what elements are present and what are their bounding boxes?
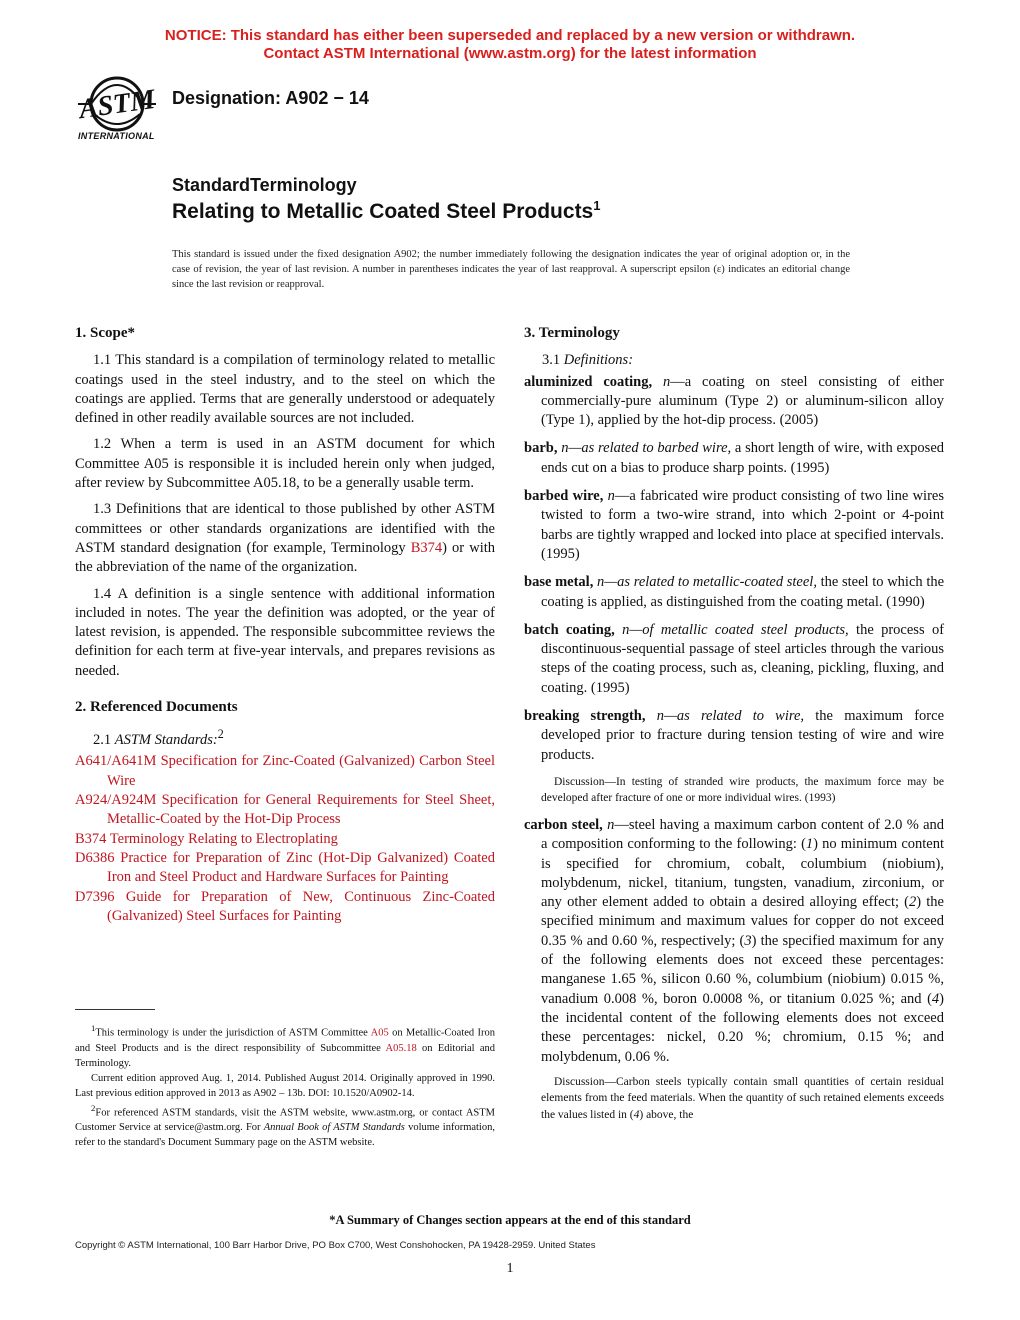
right-column <box>524 324 944 1132</box>
fn-mark: 2 <box>91 1102 96 1113</box>
subhead-number: 3.1 <box>542 352 564 369</box>
issue-note: This standard is issued under the fixed designation A902; the number immediately following the designation indicates the year of original adoption or, in the case of revision, the year of last revision. A number in parentheses indicates the year of last reapproval. A superscript epsilon (ε) indicates an editorial change since the last revision or reapproval. <box>172 249 850 290</box>
subhead-label: Definitions: <box>563 352 634 369</box>
page-number: 1 <box>506 1261 514 1276</box>
copyright: Copyright © ASTM International, 100 Barr Harbor Drive, PO Box C700, West Conshohocken, PA 19428-2959. United States <box>75 1240 596 1251</box>
a05-18-link[interactable]: A05.18 <box>385 1042 417 1054</box>
def-num: 1 <box>805 836 814 853</box>
scope-1-4: 1.4 A definition is a single sentence with additional information included in notes. The year the definition was adopted, or the year of latest revision, is appended. The responsible subcommittee reviews the definition for each term at five-year intervals, and prepares revisions as needed. <box>75 585 495 679</box>
scope-heading: 1. Scope* <box>75 325 135 341</box>
reference-item <box>75 791 495 830</box>
reference-title-link[interactable]: Terminology Relating to Electroplating <box>109 830 338 847</box>
left-column <box>75 324 495 926</box>
reference-title-link[interactable]: Specification for General Requirements for Steel Sheet, Metallic-Coated by the Hot-Dip Process <box>107 792 495 828</box>
term-qualifier: —of metallic coated steel products, <box>629 621 849 638</box>
term-entry <box>524 487 944 564</box>
reference-code-link[interactable]: D6386 <box>75 849 115 866</box>
title-text: Relating to Metallic Coated Steel Products <box>172 200 594 223</box>
term-definition: the steel to which the coating is applied, as distinguished from the coating metal. (1990) <box>541 574 945 610</box>
term-name: barb, <box>524 440 558 457</box>
term-pos: n <box>662 373 671 390</box>
term-name: barbed wire, <box>524 488 604 505</box>
summary-of-changes-note: *A Summary of Changes section appears at the end of this standard <box>329 1213 691 1227</box>
svg-text:ASTM: ASTM <box>77 83 157 126</box>
term-entry <box>524 373 944 431</box>
term-pos: n <box>656 708 664 725</box>
term-pos: n <box>561 440 569 457</box>
withdrawal-notice <box>0 27 1020 63</box>
referenced-heading: 2. Referenced Documents <box>75 699 238 716</box>
disc-num: 4 <box>633 1108 640 1121</box>
reference-code-link[interactable]: D7396 <box>75 888 115 905</box>
reference-code-link[interactable]: A641/A641M <box>75 753 157 770</box>
discussion-carbon-steel <box>524 1074 944 1124</box>
footnote-2 <box>75 1101 495 1151</box>
reference-code-link[interactable]: A924/A924M <box>75 792 157 809</box>
scope-1-3-text-a: 1.3 Definitions that are identical to those published by other ASTM committees or other standards organizations are identified with the ASTM standard designation (for example, Terminology <box>75 501 495 556</box>
subhead-number: 2.1 <box>93 732 115 749</box>
term-qualifier: —as related to metallic-coated steel, <box>604 574 817 591</box>
term-name: breaking strength, <box>524 708 646 725</box>
scope-1-3-text-b: ) or with the abbreviation of the name of the organization. <box>75 539 496 576</box>
logo-international-text: INTERNATIONAL <box>78 131 155 141</box>
reference-item <box>75 849 495 888</box>
term-entry <box>524 573 944 612</box>
reference-item <box>75 830 495 849</box>
fn-text: This terminology is under the jurisdiction of ASTM Committee <box>95 1027 371 1039</box>
disc-part: ) above, the <box>639 1108 694 1121</box>
reference-list <box>75 752 495 926</box>
astm-standards-subhead <box>75 725 495 750</box>
def-num: 3 <box>744 932 752 949</box>
term-entry <box>524 707 944 765</box>
subhead-label: ASTM Standards: <box>114 732 218 749</box>
term-definition: the maximum force developed prior to fracture during tension testing of wire and wire products. <box>541 708 945 763</box>
subhead-footnote-mark: 2 <box>217 727 224 742</box>
fn-italic: Annual Book of ASTM Standards <box>263 1122 405 1133</box>
footnote-1-edition: Current edition approved Aug. 1, 2014. Published August 2014. Originally approved in 1990. Last previous edition approved in 2013 as A902 – 13b. DOI: 10.1520/A0902-14. <box>75 1072 495 1099</box>
term-pos: n <box>607 816 615 833</box>
def-part: —steel having a maximum carbon content of 2.0 % and a composition conforming to the following: ( <box>541 816 945 853</box>
term-name: carbon steel, <box>524 816 603 833</box>
term-qualifier: —as related to barbed wire, <box>568 440 732 457</box>
term-pos: n <box>607 488 615 505</box>
def-num: 2 <box>909 894 917 911</box>
term-carbon-steel <box>524 816 944 1067</box>
reference-code-link[interactable]: B374 <box>75 830 107 847</box>
term-name: batch coating, <box>524 621 615 638</box>
designation: Designation: A902 − 14 <box>172 88 369 108</box>
notice-line-2: Contact ASTM International (www.astm.org) for the latest information <box>263 45 757 62</box>
reference-title-link[interactable]: Practice for Preparation of Zinc (Hot-Dip Galvanized) Coated Iron and Steel Product and Hardware Surfaces for Painting <box>107 849 495 886</box>
term-definition: —a fabricated wire product consisting of two line wires twisted to form a two-wire strand, into which 2-point or 4-point barbs are tightly wrapped and locked into place at specified intervals. (1995) <box>541 488 944 562</box>
def-part: ) the incidental content of the following elements does not exceed these percentages: nickel, 0.20 %; chromium, 0.15 %; and molybdenum, 0.06 %. <box>541 990 944 1065</box>
term-definition: —a coating on steel consisting of either commercially-pure aluminum (Type 2) or aluminum-silicon alloy (Type 1), applied by the hot-dip process. (2005) <box>541 373 944 429</box>
standard-type-label: StandardTerminology <box>172 175 357 195</box>
scope-1-2: 1.2 When a term is used in an ASTM document for which Committee A05 is responsible it is included herein only when judged, after review by Subcommittee A05.18, to be a generally usable term. <box>75 436 495 492</box>
a05-link[interactable]: A05 <box>370 1027 389 1039</box>
definitions-subhead <box>524 351 944 370</box>
term-pos: n <box>622 621 630 638</box>
fn-text: on Metallic-Coated Iron and Steel Products and is the direct responsibility of Subcommittee <box>75 1027 496 1054</box>
def-part: ) no minimum content is specified for chromium, cobalt, columbium (niobium), molybdenum, nickel, titanium, tungsten, vanadium, zirconium, or any other element added to obtain a desired alloying effect; ( <box>541 836 944 911</box>
fn-text: on Editorial and Terminology. <box>75 1042 495 1069</box>
term-list <box>524 373 944 765</box>
standard-title <box>172 198 600 224</box>
notice-line-1: NOTICE: This standard has either been superseded and replaced by a new version or withdrawn. <box>164 27 856 44</box>
term-name: aluminized coating, <box>524 373 653 390</box>
term-definition: a short length of wire, with exposed ends cut on a bias to produce sharp points. (1995) <box>541 440 945 476</box>
scope-1-1: 1.1 This standard is a compilation of terminology related to metallic coatings used in the steel industry, and to the steel on which the coatings are applied. Terms that are generally understood or adequately defined in other readily available sources are not included. <box>75 352 495 427</box>
term-pos: n <box>597 574 605 591</box>
reference-item <box>75 888 495 927</box>
term-definition: the process of discontinuous-sequential passage of steel articles through the various steps of the coating process, such as, cleaning, pickling, fluxing, and coating. (1995) <box>541 621 945 696</box>
fn-text: volume information, refer to the standard's Document Summary page on the ASTM website. <box>75 1122 495 1148</box>
term-qualifier: —as related to wire, <box>663 708 805 725</box>
footnotes <box>75 1021 495 1150</box>
term-entry <box>524 621 944 698</box>
term-entry <box>524 439 944 478</box>
fn-text: For referenced ASTM standards, visit the ASTM website, www.astm.org, or contact ASTM Customer Service at service@astm.org. For <box>75 1107 495 1133</box>
scope-1-3 <box>75 500 495 577</box>
def-part: ) the specified maximum for any of the following elements does not exceed these percentages: manganese 1.65 %, silicon 0.60 %, columbium (niobium) 0.015 %, vanadium 0.008 %, boron 0.0008 %, or titanium 0.025 %; and ( <box>541 932 944 1007</box>
terminology-heading: 3. Terminology <box>524 325 620 341</box>
term-name: base metal, <box>524 574 594 591</box>
def-num: 4 <box>931 990 940 1007</box>
fn-mark: 1 <box>91 1023 96 1033</box>
def-part: ) the specified minimum and maximum values for copper do not exceed 0.35 % and 0.60 %, respectively; ( <box>541 894 944 949</box>
discussion-breaking-strength: Discussion—In testing of stranded wire products, the maximum force may be developed after fracture of one or more individual wires. (1993) <box>541 775 944 805</box>
reference-title-link[interactable]: Guide for Preparation of New, Continuous Zinc-Coated (Galvanized) Steel Surfaces for Painting <box>107 888 495 924</box>
reference-title-link[interactable]: Specification for Zinc-Coated (Galvanized) Carbon Steel Wire <box>107 753 495 789</box>
title-footnote-mark: 1 <box>593 198 601 213</box>
footnote-divider <box>75 1009 155 1010</box>
disc-part: Discussion—Carbon steels typically contain small quantities of certain residual elements from the feed materials. When the quantity of such retained elements exceeds the values listed in ( <box>541 1075 944 1121</box>
reference-item <box>75 752 495 791</box>
footnote-1 <box>75 1021 495 1071</box>
b374-link[interactable]: B374 <box>410 539 443 556</box>
